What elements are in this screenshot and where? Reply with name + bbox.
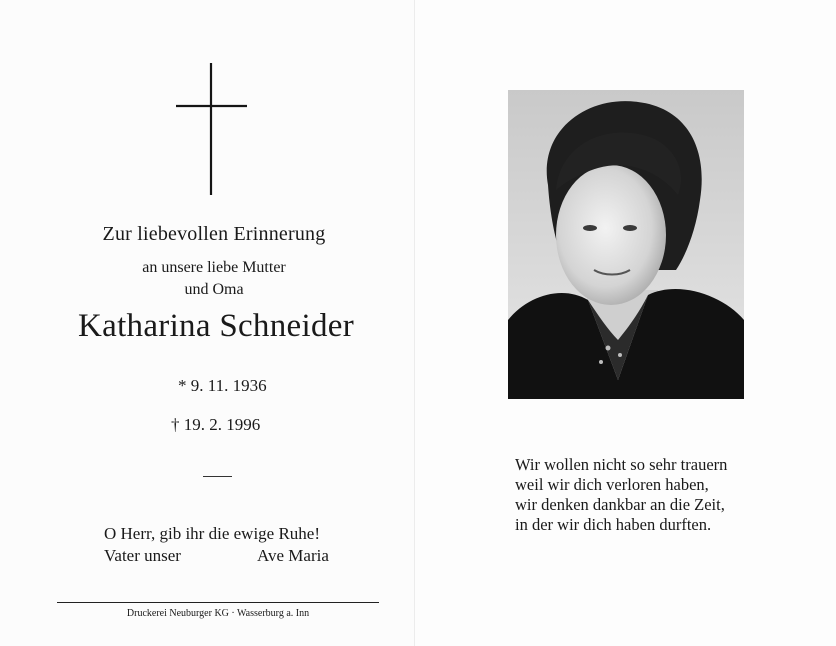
footer-rule xyxy=(57,602,379,603)
deceased-name: Katharina Schneider xyxy=(77,308,354,344)
prayer-vater-unser: Vater unser xyxy=(104,546,181,565)
portrait-icon xyxy=(508,90,744,399)
memorial-heading: Zur liebevollen Erinnerung xyxy=(102,223,326,245)
verse-line-4: in der wir dich haben durften. xyxy=(515,515,712,534)
left-panel xyxy=(0,0,415,646)
death-date: † 19. 2. 1996 xyxy=(171,415,261,434)
prayer-ave-maria: Ave Maria xyxy=(257,546,329,565)
verse-line-2: weil wir dich verloren haben, xyxy=(515,475,709,494)
verse-line-3: wir denken dankbar an die Zeit, xyxy=(515,495,725,514)
verse-line-1: Wir wollen nicht so sehr trauern xyxy=(515,455,728,474)
prayer-line: O Herr, gib ihr die ewige Ruhe! xyxy=(104,524,321,543)
portrait-photo xyxy=(508,90,744,399)
divider-dash xyxy=(203,476,232,477)
birth-date: * 9. 11. 1936 xyxy=(178,376,267,395)
dedication-line-1: an unsere liebe Mutter xyxy=(142,259,286,276)
printer-imprint: Druckerei Neuburger KG · Wasserburg a. Inn xyxy=(126,608,310,619)
dedication-line-2: und Oma xyxy=(184,281,244,298)
